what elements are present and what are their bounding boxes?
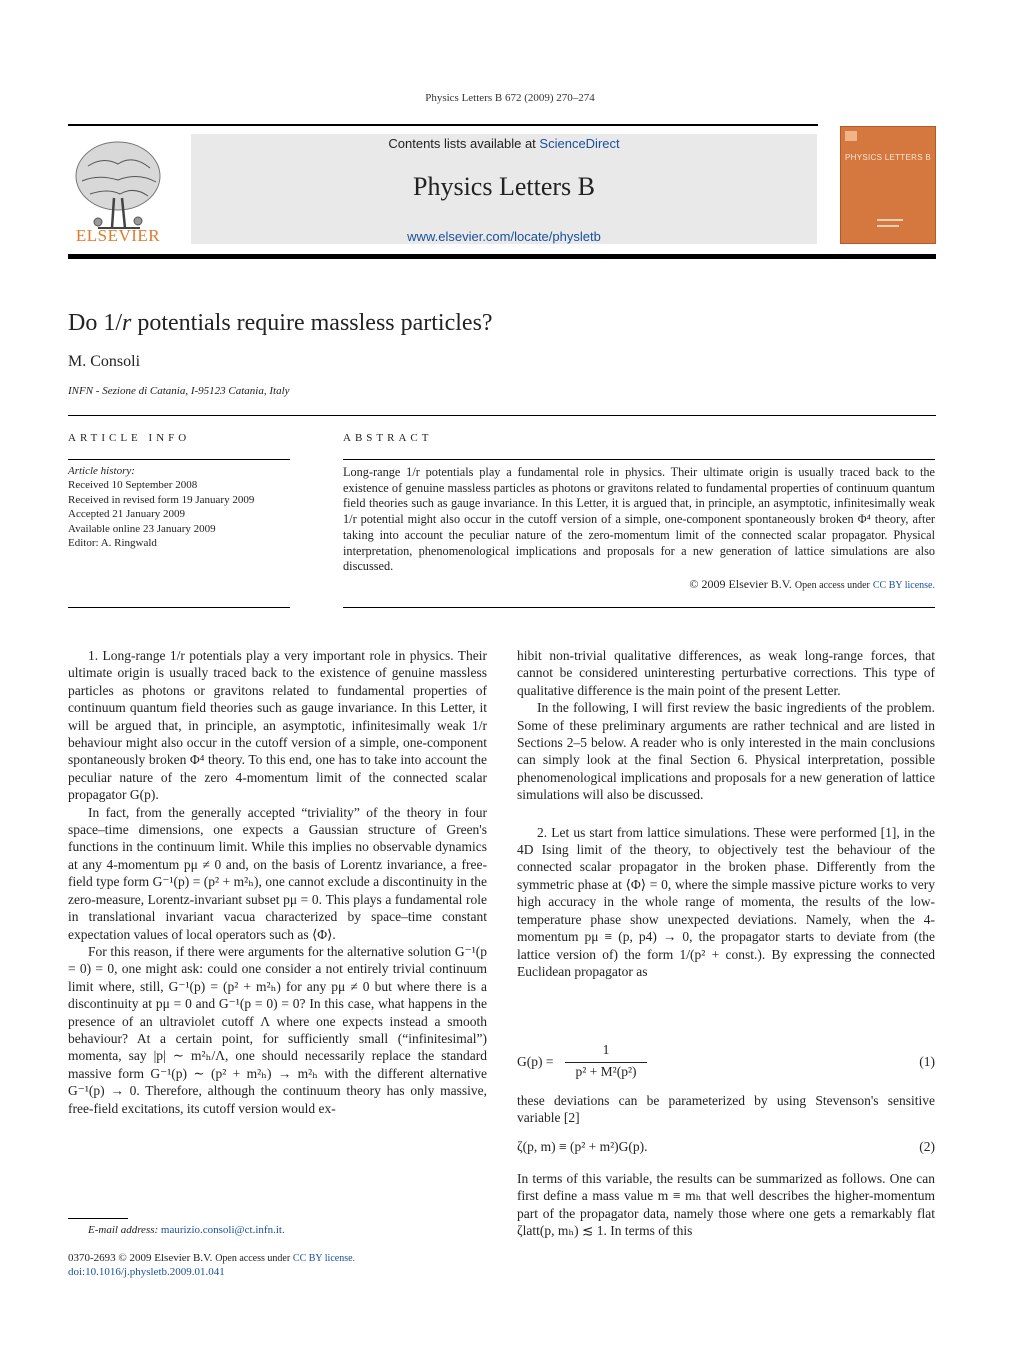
author-affiliation: INFN - Sezione di Catania, I-95123 Catania, Italy <box>68 385 290 397</box>
body-paragraph: hibit non-trivial qualitative differences, as weak long-range forces, that cannot be considered uninteresting perturbative corrections. This type of qualitative difference is the main point of the present Letter. <box>517 648 935 698</box>
left-column <box>68 647 487 1117</box>
title-part: potentials require massless particles? <box>131 310 493 336</box>
equation-2 <box>517 1139 935 1159</box>
eq1-numerator: 1 <box>602 1042 610 1057</box>
cc-by-license-link[interactable]: CC BY license. <box>872 580 935 591</box>
footer-license-link[interactable]: CC BY license. <box>292 1253 356 1264</box>
cover-title: PHYSICS LETTERS B <box>844 153 931 162</box>
body-paragraph: In terms of this variable, the results can be summarized as follows. One can first define a mass value m ≡ mₕ that well describes the higher-momentum part of the propagator data, namely those where one gets a remarkably flat ζlatt(p, mₕ) ≲ 1. In terms of this <box>517 1171 935 1239</box>
journal-cover[interactable] <box>840 126 936 244</box>
article-history <box>68 464 290 550</box>
masthead-rule <box>68 254 936 259</box>
footer-issn <box>68 1252 355 1264</box>
history-item: Editor: A. Ringwald <box>68 537 157 550</box>
copyright-text: © 2009 Elsevier B.V. <box>689 577 792 591</box>
abstract-rule <box>343 459 935 460</box>
article-title <box>68 310 493 337</box>
cover-line <box>877 219 903 221</box>
history-item: Received 10 September 2008 <box>68 479 198 492</box>
eq1-number: (1) <box>919 1054 935 1069</box>
journal-url-link[interactable]: www.elsevier.com/locate/physletb <box>407 229 601 244</box>
body-paragraph: these deviations can be parameterized by using Stevenson's sensitive variable [2] <box>517 1093 935 1126</box>
open-access-prefix: Open access under <box>794 580 870 591</box>
history-label: Article history: <box>68 465 135 477</box>
history-item: Accepted 21 January 2009 <box>68 508 185 521</box>
equation-1 <box>517 1042 935 1082</box>
body-paragraph: 1. Long-range 1/r potentials play a very important role in physics. Their ultimate origin is usually traced back to the existence of genuine massless particles as photons or gravitons related to fundamental properties of continuum quantum field theories such as gauge invariance. In this Letter, it will be argued that, in principle, an asymptotic, infinitesimally weak 1/r behaviour might also occur in the cutoff version of a simple, one-component spontaneously broken Φ⁴ theory. To this end, one has to take into account the peculiar nature of the zero 4-momentum limit of the connected scalar propagator G(p). <box>68 648 487 803</box>
abstract-bottom-rule <box>343 607 935 608</box>
info-rule <box>68 459 290 460</box>
elsevier-wordmark: ELSEVIER <box>75 226 161 245</box>
history-item: Received in revised form 19 January 2009 <box>68 493 255 506</box>
title-rule <box>68 415 936 416</box>
cover-line <box>877 225 899 227</box>
abstract-heading: ABSTRACT <box>343 432 433 444</box>
title-part: Do 1/ <box>68 310 122 336</box>
running-head: Physics Letters B 672 (2009) 270–274 <box>425 92 595 104</box>
publisher-logo[interactable] <box>68 136 168 246</box>
right-column-end <box>517 1170 935 1240</box>
header-rule <box>68 124 818 126</box>
doi-link[interactable]: doi:10.1016/j.physletb.2009.01.041 <box>68 1266 225 1278</box>
abstract-text: Long-range 1/r potentials play a fundamental role in physics. Their ultimate origin is usually traced back to the existence of genuine massless particles as photons or gravitons related to fundamental properties of continuum quantum field theories such as gauge invariance. In this Letter, it is argued that, in principle, an asymptotic, infinitesimally weak 1/r potential might also occur in the cutoff version of a simple, one-component spontaneously broken Φ⁴ theory, after taking into account the peculiar nature of the zero-momentum limit of the connected scalar propagator. Physical interpretation, phenomenological implications and proposals for a new generation of lattice simulations are also discussed. <box>343 465 935 574</box>
contents-line <box>191 136 817 151</box>
email-link[interactable]: maurizio.consoli@ct.infn.it. <box>160 1224 285 1236</box>
eq2-body: ζ(p, m) ≡ (p² + m²)G(p). <box>517 1139 648 1154</box>
body-paragraph: 2. Let us start from lattice simulations. These were performed [1], in the 4D Ising limit of the theory, to objectively test the behaviour of the connected scalar propagator in the broken phase. Differently from the symmetric phase at ⟨Φ⟩ = 0, where the simple massive picture works to very high accuracy in the whole range of momenta, the results of the low-temperature phase show unexpected deviations. Namely, when the 4-momentum pμ ≡ (p, p4) → 0, the propagator starts to deviate from (the lattice version of) the form 1/(p² + const.). By expressing the connected Euclidean propagator as <box>517 824 935 979</box>
history-item: Available online 23 January 2009 <box>68 522 216 535</box>
issn-text: 0370-2693 © 2009 Elsevier B.V. <box>68 1252 213 1264</box>
journal-banner <box>191 134 817 244</box>
abstract-copyright <box>343 577 935 592</box>
contents-prefix: Contents lists available at <box>388 136 536 151</box>
info-bottom-rule <box>68 607 290 608</box>
footnote-email <box>88 1224 285 1236</box>
journal-name: Physics Letters B <box>413 172 595 201</box>
eq1-lhs: G(p) = <box>517 1054 554 1069</box>
author-name: M. Consoli <box>68 353 141 370</box>
right-column-cont <box>517 1092 935 1127</box>
email-label: E-mail address: <box>88 1224 159 1236</box>
cover-emblem-icon <box>845 131 857 141</box>
title-variable: r <box>122 310 132 336</box>
open-access-prefix: Open access under <box>215 1253 291 1264</box>
eq2-number: (2) <box>919 1139 935 1154</box>
right-column <box>517 647 935 980</box>
body-paragraph: For this reason, if there were arguments for the alternative solution G⁻¹(p = 0) = 0, one might ask: could one consider a not entirely trivial continuum limit where, still, G⁻¹(p) = (p² + m²ₕ) for any pμ ≠ 0 but where there is a discontinuity at pμ = 0 and G⁻¹(p = 0) = 0? In this case, what happens in the presence of an ultraviolet cutoff Λ where one expects instead a smooth behaviour? At a certain point, for sufficiently small (“infinitesimal”) momenta, say |p| ∼ m²ₕ/Λ, one should necessarily replace the standard massive form G⁻¹(p) ∼ (p² + m²ₕ) → m²ₕ with the different alternative G⁻¹(p) → 0. Therefore, although the continuum theory has only massive, free-field excitations, its cutoff version would ex- <box>68 943 487 1116</box>
sciencedirect-link[interactable]: ScienceDirect <box>539 136 620 151</box>
eq1-denominator: p² + M²(p²) <box>575 1064 637 1079</box>
body-paragraph: In fact, from the generally accepted “triviality” of the theory in four space–time dimensions, one expects a Gaussian structure of Green's functions in the continuum limit. While this implies no observable dynamics at any 4-momentum pμ ≠ 0 and, on the basis of Lorentz invariance, a free-field type form G⁻¹(p) = (p² + m²ₕ), one cannot exclude a discontinuity in the zero-measure, Lorentz-invariant subset pμ = 0. This plays a fundamental role in translational invariant vacua characterized by space–time constant expectation values of local operators such as ⟨Φ⟩. <box>68 804 487 942</box>
body-paragraph: In the following, I will first review the basic ingredients of the problem. Some of these preliminary arguments are rather technical and are listed in Sections 2–5 below. A reader who is only interested in the main conclusions can simply look at the final Section 6. Physical interpretation, possible phenomenological implications and proposals for a new generation of lattice simulations will also be discussed. <box>517 700 935 803</box>
footnote-rule <box>68 1218 128 1219</box>
article-info-heading: ARTICLE INFO <box>68 432 191 444</box>
fraction-bar <box>565 1062 647 1063</box>
